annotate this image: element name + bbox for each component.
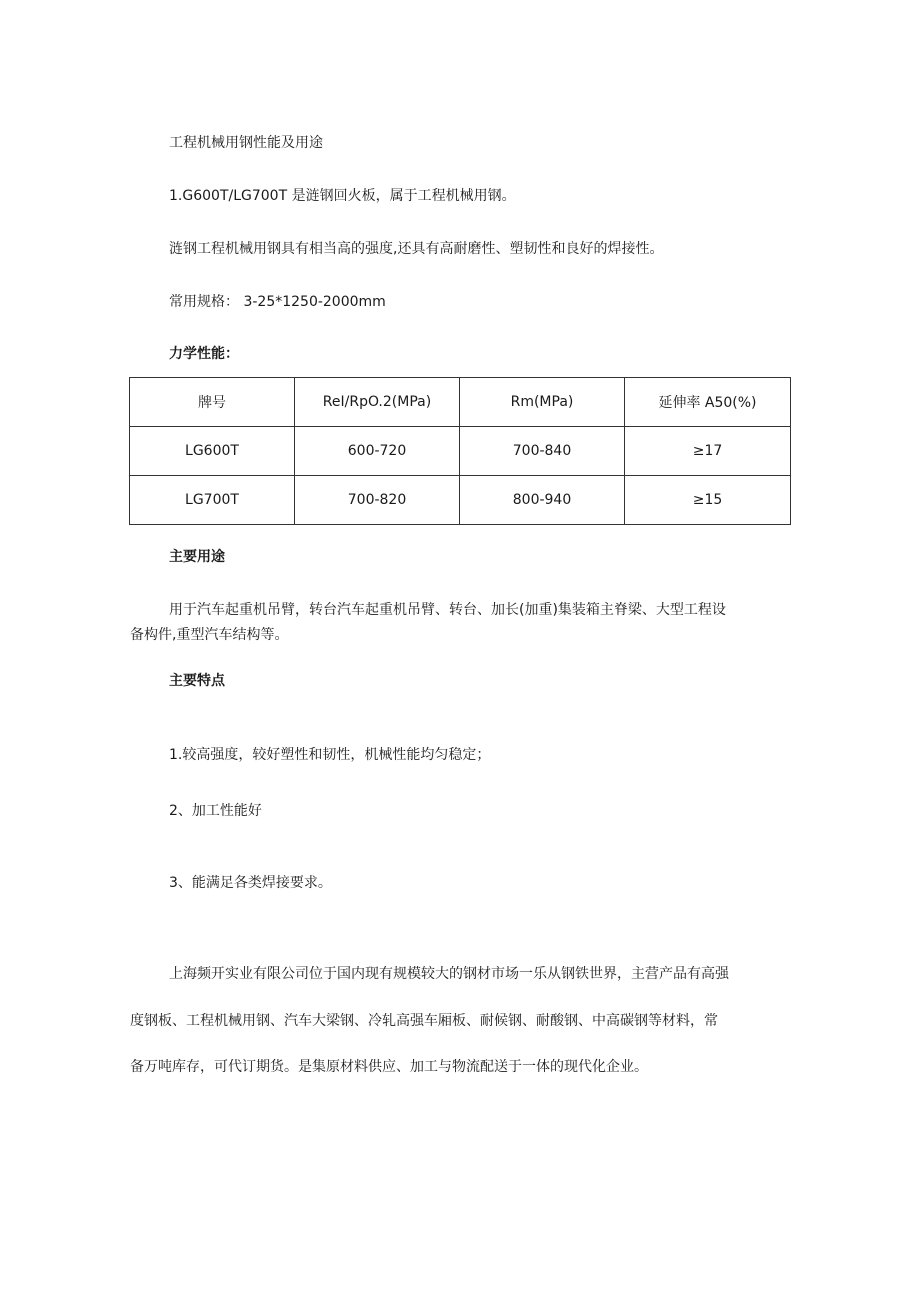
- feature-item: 3、能满足各类焊接要求。: [169, 875, 332, 891]
- table-cell: LG700T: [130, 476, 295, 525]
- table-cell: 700-840: [460, 427, 625, 476]
- header-tensile-strength: Rm(MPa): [460, 378, 625, 427]
- table-header-row: [130, 378, 791, 427]
- company-paragraph: [130, 964, 794, 1077]
- features-heading: 主要特点: [169, 673, 225, 689]
- table-cell: LG600T: [130, 427, 295, 476]
- uses-paragraph: [130, 600, 794, 645]
- uses-line: 备构件,重型汽车结构等。: [130, 627, 289, 643]
- header-yield-strength: ReI/RpO.2(MPa): [295, 378, 460, 427]
- feature-item: 1.较高强度，较好塑性和韧性，机械性能均匀稳定；: [169, 747, 491, 763]
- table-cell: ≥17: [625, 427, 791, 476]
- table-cell: ≥15: [625, 476, 791, 525]
- table-cell: 800-940: [460, 476, 625, 525]
- company-line: 上海频开实业有限公司位于国内现有规模较大的钢材市场一乐从钢铁世界，主营产品有高强: [169, 966, 729, 982]
- uses-line: 用于汽车起重机吊臂，转台汽车起重机吊臂、转台、加长(加重)集装箱主脊梁、大型工程设: [169, 602, 726, 618]
- mechanical-properties-heading: 力学性能：: [169, 346, 239, 362]
- table-row: [130, 427, 791, 476]
- feature-item: 2、加工性能好: [169, 803, 262, 819]
- company-line: 度钢板、工程机械用钢、汽车大梁钢、冷轧高强车厢板、耐候钢、耐酸钢、中高碳钢等材料，常: [130, 1013, 718, 1029]
- company-line: 备万吨库存，可代订期货。是集原材料供应、加工与物流配送于一体的现代化企业。: [130, 1059, 648, 1075]
- header-elongation: 延伸率 A50(%): [625, 378, 791, 427]
- intro-text: 1.G600T/LG700T 是涟钢回火板，属于工程机械用钢。: [169, 188, 516, 204]
- table-cell: 700-820: [295, 476, 460, 525]
- spec-text: 常用规格： 3-25*1250-2000mm: [169, 294, 386, 310]
- mechanical-properties-table: [129, 377, 791, 525]
- document-title: 工程机械用钢性能及用途: [169, 135, 323, 151]
- table-cell: 600-720: [295, 427, 460, 476]
- uses-heading: 主要用途: [169, 549, 225, 565]
- table-row: [130, 476, 791, 525]
- description-text: 涟钢工程机械用钢具有相当高的强度,还具有高耐磨性、塑韧性和良好的焊接性。: [169, 241, 664, 257]
- header-grade: 牌号: [130, 378, 295, 427]
